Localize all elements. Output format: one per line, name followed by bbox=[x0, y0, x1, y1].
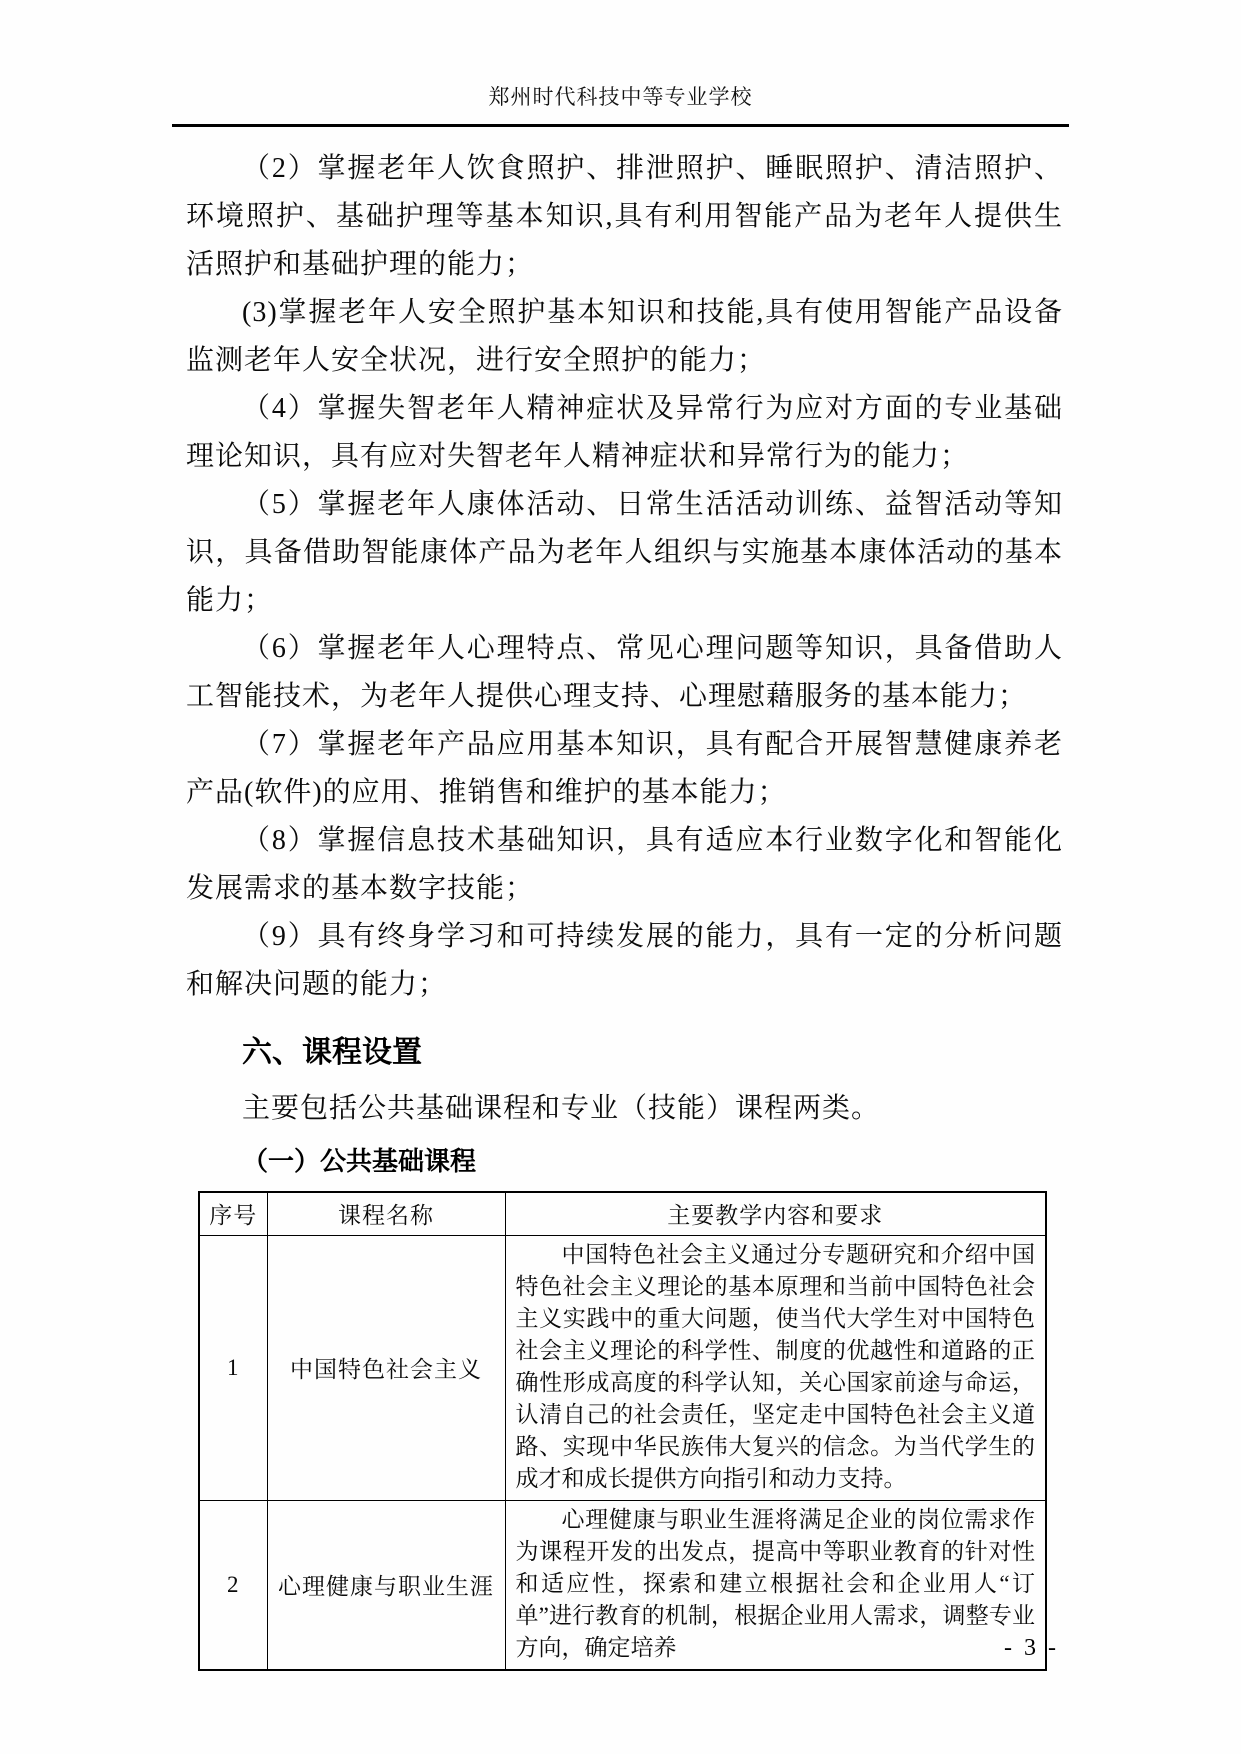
paragraph-2: （2）掌握老年人饮食照护、排泄照护、睡眠照护、清洁照护、环境照护、基础护理等基本知识,具有利用智能产品为老年人提供生活照护和基础护理的能力； bbox=[186, 153, 1063, 280]
section-intro: 主要包括公共基础课程和专业（技能）课程两类。 bbox=[242, 1093, 881, 1124]
section-heading: 六、课程设置 bbox=[242, 1036, 422, 1069]
paragraph-7: （7）掌握老年产品应用基本知识，具有配合开展智慧健康养老产品(软件)的应用、推销售和维护的基本能力； bbox=[186, 729, 1063, 808]
column-header-course-name: 课程名称 bbox=[267, 1192, 505, 1235]
column-header-index: 序号 bbox=[199, 1192, 267, 1235]
paragraph-4: （4）掌握失智老年人精神症状及异常行为应对方面的专业基础理论知识，具有应对失智老年人精神症状和异常行为的能力； bbox=[186, 393, 1063, 472]
table-row bbox=[199, 1500, 1046, 1670]
course-content: 中国特色社会主义通过分专题研究和介绍中国特色社会主义理论的基本原理和当前中国特色社会主义实践中的重大问题，使当代大学生对中国特色社会主义理论的科学性、制度的优越性和道路的正确性形成高度的科学认知，关心国家前途与命运，认清自己的社会责任，坚定走中国特色社会主义道路、实现中华民族伟大复兴的信念。为当代学生的成才和成长提供方向指引和动力支持。 bbox=[505, 1235, 1046, 1500]
row-index: 2 bbox=[199, 1500, 267, 1670]
courses-table bbox=[198, 1191, 1047, 1671]
table-header-row bbox=[199, 1192, 1046, 1235]
page-number: - 3 - bbox=[1004, 1635, 1059, 1661]
paragraph-9: （9）具有终身学习和可持续发展的能力，具有一定的分析问题和解决问题的能力； bbox=[186, 921, 1063, 1000]
course-content: 心理健康与职业生涯将满足企业的岗位需求作为课程开发的出发点，提高中等职业教育的针对性和适应性，探索和建立根据社会和企业用人“订单”进行教育的机制，根据企业用人需求，调整专业方向，确定培养 bbox=[505, 1500, 1046, 1670]
paragraph-6: （6）掌握老年人心理特点、常见心理问题等知识，具备借助人工智能技术，为老年人提供心理支持、心理慰藉服务的基本能力； bbox=[186, 633, 1063, 712]
page-header bbox=[0, 0, 1241, 127]
table-row bbox=[199, 1235, 1046, 1500]
course-name: 中国特色社会主义 bbox=[267, 1235, 505, 1500]
paragraph-8: （8）掌握信息技术基础知识，具有适应本行业数字化和智能化发展需求的基本数字技能； bbox=[186, 825, 1063, 904]
paragraph-5: （5）掌握老年人康体活动、日常生活活动训练、益智活动等知识，具备借助智能康体产品为老年人组织与实施基本康体活动的基本能力； bbox=[186, 489, 1063, 616]
page-content bbox=[0, 127, 1241, 1671]
row-index: 1 bbox=[199, 1235, 267, 1500]
course-name: 心理健康与职业生涯 bbox=[267, 1500, 505, 1670]
subsection-heading: （一）公共基础课程 bbox=[242, 1146, 477, 1176]
header-title: 郑州时代科技中等专业学校 bbox=[488, 85, 753, 109]
paragraph-3: (3)掌握老年人安全照护基本知识和技能,具有使用智能产品设备监测老年人安全状况，进行安全照护的能力； bbox=[186, 297, 1063, 376]
column-header-content-requirements: 主要教学内容和要求 bbox=[505, 1192, 1046, 1235]
